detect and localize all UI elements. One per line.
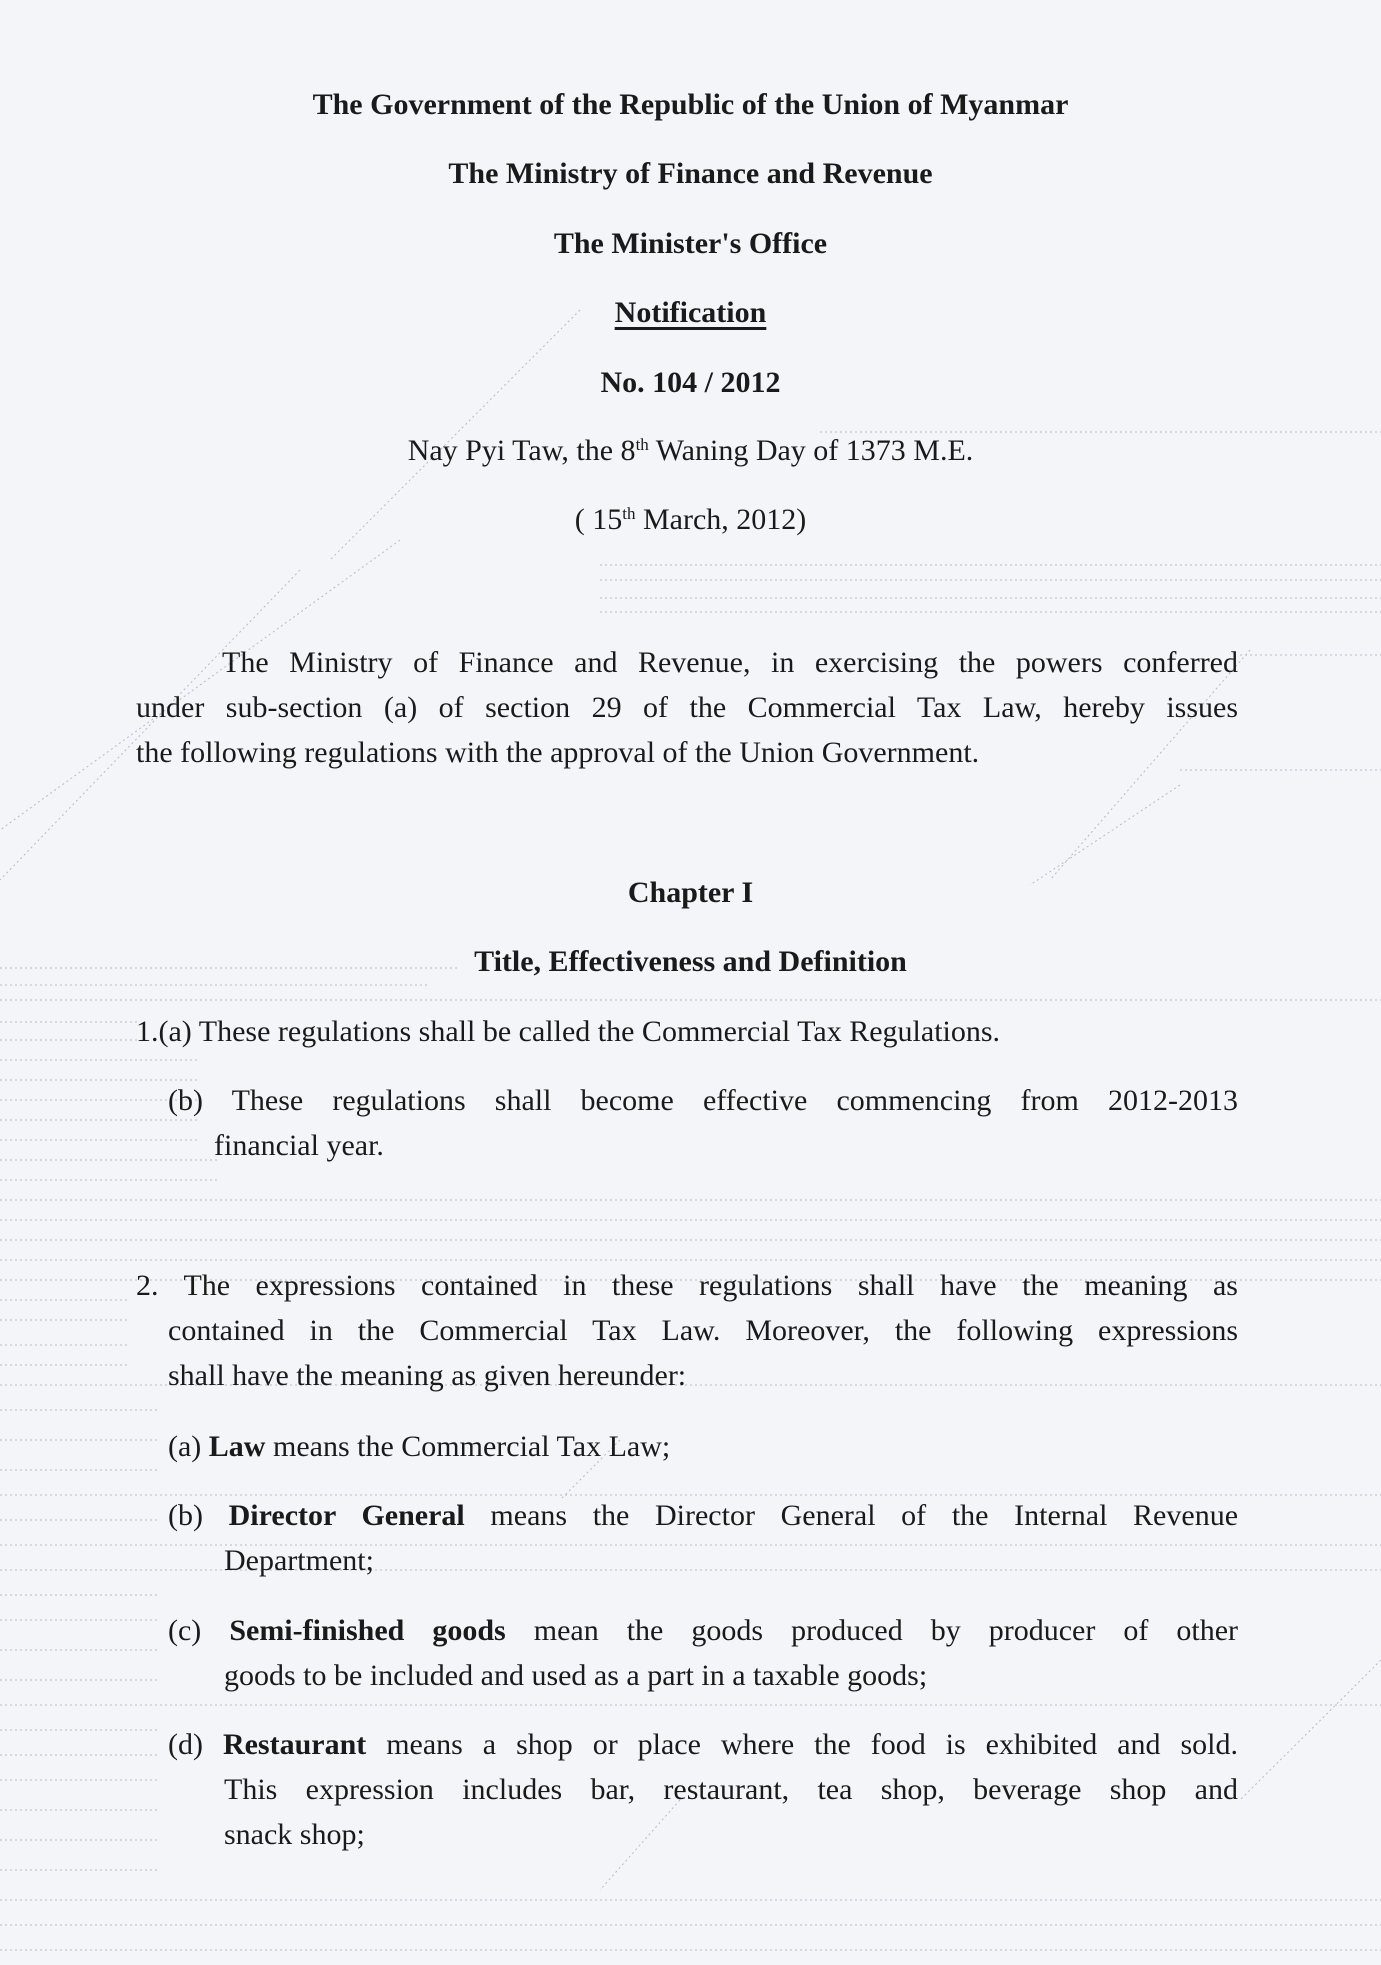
definition-d-label: (d) bbox=[168, 1728, 223, 1761]
intro-line-3: the following regulations with the approval of the Union Government. bbox=[136, 736, 980, 769]
section-1b bbox=[168, 1078, 1238, 1168]
definition-c bbox=[168, 1608, 1238, 1698]
definition-b-line-2: Department; bbox=[224, 1544, 374, 1577]
definition-d-text: means a shop or place where the food is exhibited and sold. bbox=[366, 1728, 1238, 1761]
definition-a-term: Law bbox=[208, 1430, 266, 1463]
government-heading: The Government of the Republic of the Union of Myanmar bbox=[312, 88, 1069, 121]
definition-a-label: (a) bbox=[168, 1430, 209, 1463]
definition-d-term: Restaurant bbox=[222, 1728, 367, 1761]
notification-number: No. 104 / 2012 bbox=[600, 366, 781, 399]
gregorian-date-line bbox=[0, 502, 1381, 538]
section-2-line-1: 2. The expressions contained in these regulations shall have the meaning as bbox=[136, 1269, 1238, 1302]
definition-c-line-1 bbox=[168, 1608, 1238, 1653]
definition-b-line-1 bbox=[168, 1493, 1238, 1538]
intro-line-1: The Ministry of Finance and Revenue, in exercising the powers conferred bbox=[222, 646, 1238, 679]
definition-d-line-1 bbox=[168, 1722, 1238, 1767]
definition-d-line-3: snack shop; bbox=[224, 1818, 365, 1851]
section-2-intro bbox=[136, 1263, 1238, 1398]
section-2-line-3: shall have the meaning as given hereunder: bbox=[168, 1359, 687, 1392]
section-1b-line-1: (b) These regulations shall become effective commencing from 2012-2013 bbox=[168, 1084, 1238, 1117]
definition-d bbox=[168, 1722, 1238, 1857]
definition-c-line-2: goods to be included and used as a part in a taxable goods; bbox=[224, 1659, 928, 1692]
date2-superscript: th bbox=[622, 504, 636, 523]
notification-heading bbox=[0, 295, 1381, 331]
definition-a bbox=[168, 1424, 670, 1469]
section-1a: 1.(a) These regulations shall be called the Commercial Tax Regulations. bbox=[136, 1015, 1001, 1048]
date-prefix: Nay Pyi Taw, the 8 bbox=[407, 434, 636, 467]
intro-paragraph bbox=[136, 640, 1238, 775]
office-heading: The Minister's Office bbox=[553, 227, 828, 260]
notification-title: Notification bbox=[614, 296, 767, 329]
chapter-title: Title, Effectiveness and Definition bbox=[474, 945, 907, 978]
date-line bbox=[0, 433, 1381, 469]
definition-c-label: (c) bbox=[168, 1614, 230, 1647]
definition-c-term: Semi-finished goods bbox=[229, 1614, 506, 1647]
definition-a-text: means the Commercial Tax Law; bbox=[265, 1430, 671, 1463]
definition-b-term: Director General bbox=[228, 1499, 465, 1532]
date2-suffix: March, 2012) bbox=[635, 503, 807, 536]
definition-c-text: mean the goods produced by producer of other bbox=[505, 1614, 1238, 1647]
intro-line-2: under sub-section (a) of section 29 of the Commercial Tax Law, hereby issues bbox=[136, 691, 1238, 724]
date2-prefix: ( 15 bbox=[574, 503, 623, 536]
definition-b bbox=[168, 1493, 1238, 1583]
date-superscript: th bbox=[635, 435, 649, 454]
chapter-number: Chapter I bbox=[627, 876, 754, 909]
ministry-heading: The Ministry of Finance and Revenue bbox=[448, 157, 933, 190]
section-1b-line-2: financial year. bbox=[214, 1129, 384, 1162]
definition-b-label: (b) bbox=[168, 1499, 229, 1532]
definition-b-text: means the Director General of the Internal Revenue bbox=[464, 1499, 1239, 1532]
definition-d-line-2: This expression includes bar, restaurant, tea shop, beverage shop and bbox=[224, 1773, 1238, 1806]
date-suffix: Waning Day of 1373 M.E. bbox=[648, 434, 974, 467]
section-2-line-2: contained in the Commercial Tax Law. Moreover, the following expressions bbox=[168, 1314, 1238, 1347]
